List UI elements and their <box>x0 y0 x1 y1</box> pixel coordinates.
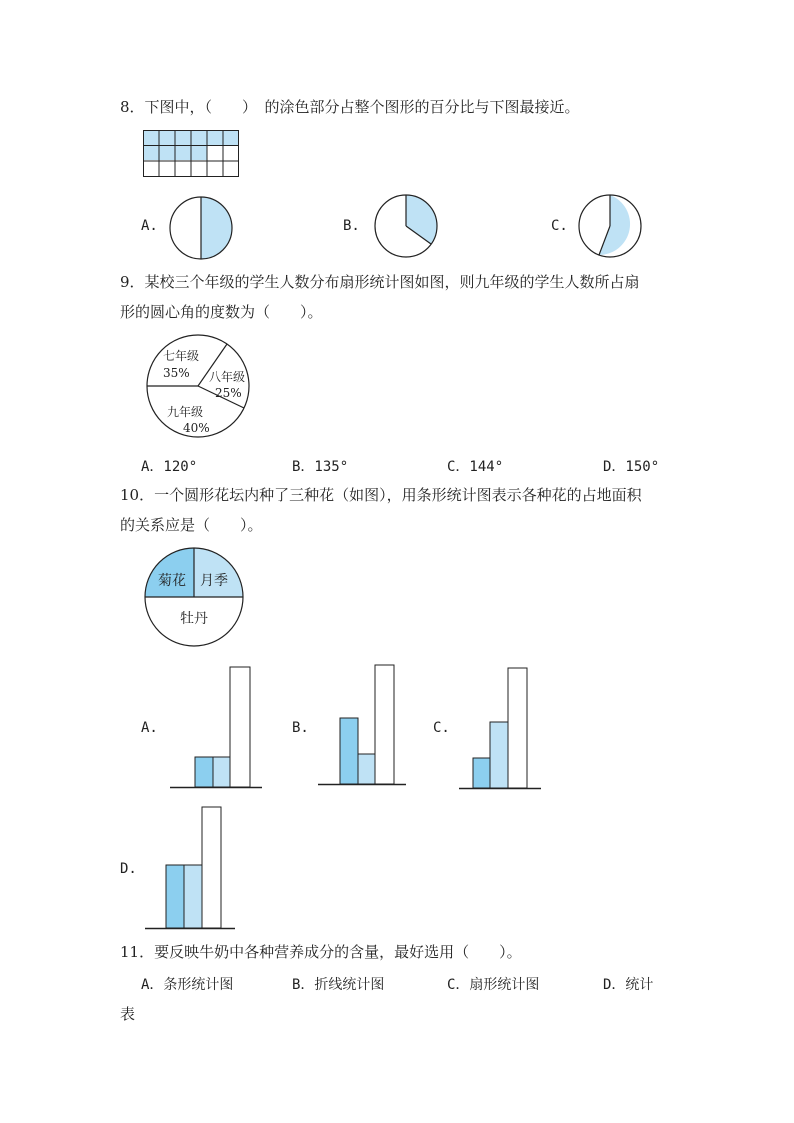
q11-option-d-wrap: 表 <box>120 1005 136 1023</box>
q10-option-d-bars[interactable] <box>143 804 237 932</box>
q9-option-a[interactable]: A．120° <box>141 459 198 475</box>
q10-option-a-bars[interactable] <box>168 663 264 791</box>
q10-option-b-bars[interactable] <box>316 661 408 789</box>
q11-option-c[interactable]: C．扇形统计图 <box>447 977 540 993</box>
q10-flower-bed-figure <box>143 546 247 650</box>
q10-c-bar-2 <box>490 722 508 788</box>
q10-label-chrysanthemum: 菊花 <box>158 573 186 589</box>
q10-a-bar-1 <box>195 757 213 787</box>
q10-label-peony: 牡丹 <box>180 611 208 627</box>
q10-b-bar-1 <box>340 718 358 784</box>
q10-b-bar-2 <box>358 754 375 784</box>
q10-option-d-label[interactable]: D. <box>120 861 137 877</box>
q10-d-bar-1 <box>166 865 184 928</box>
q9-option-b[interactable]: B．135° <box>292 459 349 475</box>
q10-option-c-label[interactable]: C. <box>433 720 450 736</box>
q9-option-c[interactable]: C．144° <box>447 459 504 475</box>
q10-stem-line1: 10．一个圆形花坛内种了三种花（如图），用条形统计图表示各种花的占地面积 <box>120 486 642 504</box>
q10-c-bar-3 <box>508 668 527 788</box>
q10-b-bar-3 <box>375 665 394 784</box>
q9-slice-9th-name: 九年级 <box>167 405 204 419</box>
q9-slice-8th-name: 八年级 <box>209 370 246 384</box>
q10-c-bar-1 <box>473 758 490 788</box>
q11-stem: 11．要反映牛奶中各种营养成分的含量，最好选用（ ）。 <box>120 943 522 961</box>
q11-option-a[interactable]: A．条形统计图 <box>141 977 234 993</box>
q9-slice-8th-pct: 25% <box>215 386 242 400</box>
q10-option-c-bars[interactable] <box>457 664 543 792</box>
q9-option-d[interactable]: D．150° <box>603 459 660 475</box>
q11-option-d[interactable]: D．统计 <box>603 977 654 993</box>
q9-slice-7th-pct: 35% <box>163 366 190 380</box>
q10-a-bar-2 <box>213 757 231 787</box>
q8-option-a-label[interactable]: A. <box>141 218 158 234</box>
q9-pie-chart <box>143 334 255 442</box>
q8-option-a-pie[interactable] <box>168 195 234 261</box>
q8-option-c-label[interactable]: C. <box>551 218 568 234</box>
q10-d-bar-2 <box>184 865 202 928</box>
q8-option-b-label[interactable]: B. <box>343 218 360 234</box>
q9-slice-9th-pct: 40% <box>183 421 210 435</box>
q8-stem: 8．下图中，（ ） 的涂色部分占整个图形的百分比与下图最接近。 <box>120 98 580 116</box>
q10-d-bar-3 <box>202 807 221 928</box>
q10-a-bar-3 <box>230 667 250 787</box>
q8-grid-figure <box>143 130 239 178</box>
q10-option-b-label[interactable]: B. <box>292 720 309 736</box>
q10-option-a-label[interactable]: A. <box>141 720 158 736</box>
q8-option-b-pie[interactable] <box>373 193 439 259</box>
q9-stem-line1: 9．某校三个年级的学生人数分布扇形统计图如图，则九年级的学生人数所占扇 <box>120 273 640 291</box>
q9-slice-7th-name: 七年级 <box>163 349 200 363</box>
q11-option-b[interactable]: B．折线统计图 <box>292 977 385 993</box>
q8-option-c-pie[interactable] <box>577 193 645 259</box>
q10-stem-line2: 的关系应是（ ）。 <box>120 516 263 534</box>
q9-stem-line2: 形的圆心角的度数为（ ）。 <box>120 303 323 321</box>
q10-label-rose: 月季 <box>200 573 228 589</box>
